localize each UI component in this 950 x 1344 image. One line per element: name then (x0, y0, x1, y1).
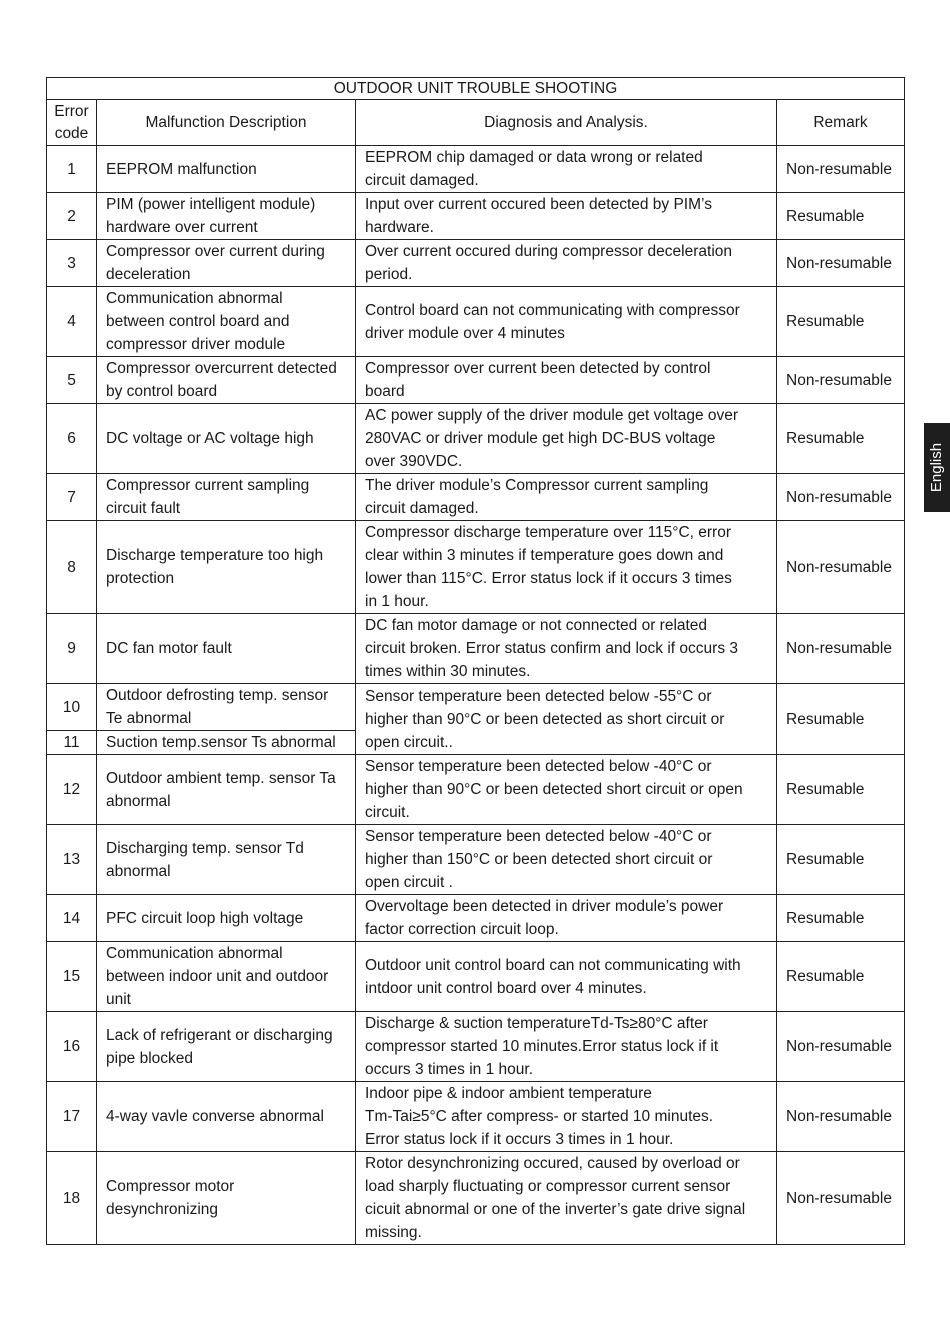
diagnosis-cell-line: Sensor temperature been detected below -40°C or (365, 828, 712, 845)
table-row (47, 825, 905, 895)
diagnosis-cell-line: factor correction circuit loop. (365, 921, 559, 938)
malfunction-description-cell (97, 357, 356, 404)
malfunction-description-cell-line: desynchronizing (106, 1201, 219, 1218)
diagnosis-cell-line: higher than 90°C or been detected short circuit or open (365, 781, 743, 798)
malfunction-description-cell (97, 825, 356, 895)
remark-cell: Non-resumable (777, 521, 905, 614)
diagnosis-cell (356, 614, 777, 684)
diagnosis-cell-line: Rotor desynchronizing occured, caused by overload or (365, 1155, 740, 1172)
malfunction-description-cell-line: compressor driver module (106, 336, 286, 353)
malfunction-description-cell-line: by control board (106, 383, 218, 400)
diagnosis-cell-line: higher than 150°C or been detected short circuit or (365, 851, 713, 868)
table-row (47, 1152, 905, 1245)
header-diagnosis: Diagnosis and Analysis. (356, 100, 777, 146)
error-code-cell: 2 (47, 193, 97, 240)
diagnosis-cell (356, 146, 777, 193)
table-row (47, 146, 905, 193)
remark-cell: Non-resumable (777, 1082, 905, 1152)
malfunction-description-cell-line: Compressor overcurrent detected (106, 360, 337, 377)
diagnosis-cell-line: times within 30 minutes. (365, 663, 531, 680)
malfunction-description-cell (97, 684, 356, 731)
table-row (47, 404, 905, 474)
malfunction-description-cell-line: PIM (power intelligent module) (106, 196, 316, 213)
diagnosis-cell (356, 193, 777, 240)
diagnosis-cell-line: Outdoor unit control board can not communicating with (365, 956, 741, 974)
diagnosis-cell-line: in 1 hour. (365, 593, 429, 610)
remark-cell: Resumable (777, 825, 905, 895)
diagnosis-cell-line: Sensor temperature been detected below -55°C or (365, 687, 712, 705)
malfunction-description-cell-line: hardware over current (106, 219, 258, 236)
diagnosis-cell (356, 287, 777, 357)
error-code-cell: 14 (47, 895, 97, 942)
malfunction-description-cell-line: Compressor current sampling (106, 477, 310, 494)
malfunction-description-cell-line: Compressor motor (106, 1178, 235, 1195)
error-code-cell: 4 (47, 287, 97, 357)
diagnosis-cell-line: 280VAC or driver module get high DC-BUS voltage (365, 430, 716, 447)
diagnosis-cell-line: The driver module’s Compressor current sampling (365, 477, 709, 494)
diagnosis-cell-line: Compressor discharge temperature over 115°C, error (365, 524, 732, 541)
table-row (47, 755, 905, 825)
malfunction-description-cell-line: Discharging temp. sensor Td (106, 839, 304, 857)
malfunction-description-cell-line: PFC circuit loop high voltage (106, 909, 304, 927)
diagnosis-cell (356, 357, 777, 404)
malfunction-description-cell (97, 474, 356, 521)
table-title: OUTDOOR UNIT TROUBLE SHOOTING (47, 78, 905, 100)
malfunction-description-cell-line: DC voltage or AC voltage high (106, 430, 314, 447)
malfunction-description-cell-line: Suction temp.sensor Ts abnormal (106, 734, 336, 751)
diagnosis-cell-line: driver module over 4 minutes (365, 324, 565, 342)
error-code-cell: 6 (47, 404, 97, 474)
malfunction-description-cell (97, 404, 356, 474)
header-error-code: Error code (47, 100, 97, 146)
error-code-cell: 16 (47, 1012, 97, 1082)
malfunction-description-cell (97, 521, 356, 614)
malfunction-description-cell-line: deceleration (106, 266, 191, 283)
diagnosis-cell (356, 895, 777, 942)
diagnosis-cell-line: Discharge & suction temperatureTd-Ts≥80°C after (365, 1015, 708, 1032)
remark-cell: Resumable (777, 895, 905, 942)
malfunction-description-cell-line: circuit fault (106, 500, 181, 517)
diagnosis-cell (356, 240, 777, 287)
malfunction-description-cell-line: between indoor unit and outdoor (106, 968, 329, 985)
diagnosis-cell-line: board (365, 383, 405, 400)
malfunction-description-cell-line: abnormal (106, 862, 171, 880)
diagnosis-cell-line: intdoor unit control board over 4 minutes. (365, 979, 647, 997)
diagnosis-cell-line: load sharply fluctuating or compressor current sensor (365, 1178, 731, 1195)
error-code-cell: 3 (47, 240, 97, 287)
malfunction-description-cell-line: abnormal (106, 792, 171, 810)
diagnosis-cell (356, 1152, 777, 1245)
malfunction-description-cell-line: Outdoor ambient temp. sensor Ta (106, 769, 336, 787)
remark-cell: Resumable (777, 287, 905, 357)
error-code-cell: 9 (47, 614, 97, 684)
table-row (47, 240, 905, 287)
diagnosis-cell (356, 521, 777, 614)
remark-cell: Non-resumable (777, 1152, 905, 1245)
diagnosis-cell (356, 1012, 777, 1082)
diagnosis-cell-line: missing. (365, 1224, 422, 1241)
malfunction-description-cell (97, 614, 356, 684)
malfunction-description-cell (97, 942, 356, 1012)
error-code-cell: 1 (47, 146, 97, 193)
malfunction-description-cell-line: DC fan motor fault (106, 640, 232, 657)
diagnosis-cell-line: Error status lock if it occurs 3 times in 1 hour. (365, 1131, 674, 1148)
diagnosis-cell-line: Tm-Tai≥5°C after compress- or started 10 minutes. (365, 1108, 714, 1125)
diagnosis-cell-line: period. (365, 266, 413, 283)
malfunction-description-cell-line: Te abnormal (106, 710, 192, 727)
diagnosis-cell-line: compressor started 10 minutes.Error status lock if it (365, 1038, 719, 1055)
diagnosis-cell (356, 684, 777, 755)
remark-cell: Resumable (777, 684, 905, 755)
header-remark: Remark (777, 100, 905, 146)
table-row (47, 357, 905, 404)
table-body (47, 146, 905, 1245)
diagnosis-cell-line: AC power supply of the driver module get voltage over (365, 407, 739, 424)
table-row (47, 287, 905, 357)
diagnosis-cell-line: Control board can not communicating with compressor (365, 301, 740, 319)
diagnosis-cell-line: occurs 3 times in 1 hour. (365, 1061, 533, 1078)
table-row (47, 521, 905, 614)
remark-cell: Non-resumable (777, 240, 905, 287)
remark-cell: Non-resumable (777, 474, 905, 521)
language-tab-label: English (928, 442, 946, 493)
diagnosis-cell-line: open circuit.. (365, 733, 453, 751)
header-malfunction-description: Malfunction Description (97, 100, 356, 146)
table-row (47, 942, 905, 1012)
diagnosis-cell-line: Overvoltage been detected in driver module’s power (365, 898, 724, 915)
diagnosis-cell-line: hardware. (365, 219, 434, 236)
diagnosis-cell-line: clear within 3 minutes if temperature goes down and (365, 547, 724, 564)
diagnosis-cell-line: cicuit abnormal or one of the inverter’s gate drive signal (365, 1201, 746, 1218)
language-tab (924, 423, 950, 512)
table-row (47, 614, 905, 684)
remark-cell: Resumable (777, 755, 905, 825)
error-code-cell: 10 (47, 684, 97, 731)
remark-cell: Non-resumable (777, 614, 905, 684)
diagnosis-cell-line: Indoor pipe & indoor ambient temperature (365, 1085, 652, 1102)
malfunction-description-cell-line: protection (106, 570, 175, 587)
error-code-cell: 15 (47, 942, 97, 1012)
malfunction-description-cell-line: Communication abnormal (106, 290, 283, 307)
malfunction-description-cell (97, 1152, 356, 1245)
table-row (47, 474, 905, 521)
diagnosis-cell-line: Compressor over current been detected by control (365, 360, 711, 377)
remark-cell: Non-resumable (777, 146, 905, 193)
malfunction-description-cell (97, 1012, 356, 1082)
diagnosis-cell-line: circuit damaged. (365, 172, 479, 189)
malfunction-description-cell (97, 146, 356, 193)
malfunction-description-cell (97, 287, 356, 357)
error-code-cell: 11 (47, 731, 97, 755)
diagnosis-cell (356, 755, 777, 825)
malfunction-description-cell (97, 731, 356, 755)
malfunction-description-cell (97, 755, 356, 825)
malfunction-description-cell-line: Discharge temperature too high (106, 547, 324, 564)
diagnosis-cell-line: Sensor temperature been detected below -40°C or (365, 758, 712, 775)
diagnosis-cell-line: DC fan motor damage or not connected or related (365, 617, 708, 634)
diagnosis-cell (356, 942, 777, 1012)
malfunction-description-cell-line: EEPROM malfunction (106, 160, 257, 178)
table-row (47, 1012, 905, 1082)
error-code-cell: 13 (47, 825, 97, 895)
table-row (47, 193, 905, 240)
diagnosis-cell-line: Over current occured during compressor deceleration (365, 243, 733, 260)
diagnosis-cell (356, 474, 777, 521)
malfunction-description-cell (97, 193, 356, 240)
table-row (47, 1082, 905, 1152)
diagnosis-cell-line: lower than 115°C. Error status lock if it occurs 3 times (365, 570, 732, 587)
malfunction-description-cell-line: unit (106, 991, 131, 1008)
table-row (47, 684, 905, 731)
remark-cell: Non-resumable (777, 357, 905, 404)
malfunction-description-cell-line: between control board and (106, 313, 290, 330)
error-code-cell: 8 (47, 521, 97, 614)
remark-cell: Resumable (777, 193, 905, 240)
error-code-cell: 17 (47, 1082, 97, 1152)
diagnosis-cell (356, 1082, 777, 1152)
malfunction-description-cell-line: Compressor over current during (106, 243, 325, 260)
diagnosis-cell-line: Input over current occured been detected by PIM’s (365, 196, 712, 213)
error-code-cell: 7 (47, 474, 97, 521)
malfunction-description-cell-line: Outdoor defrosting temp. sensor (106, 687, 329, 704)
error-code-cell: 18 (47, 1152, 97, 1245)
diagnosis-cell-line: open circuit . (365, 874, 453, 891)
remark-cell: Non-resumable (777, 1012, 905, 1082)
diagnosis-cell-line: circuit damaged. (365, 500, 479, 517)
diagnosis-cell-line: EEPROM chip damaged or data wrong or related (365, 149, 703, 166)
table-row (47, 895, 905, 942)
diagnosis-cell (356, 404, 777, 474)
malfunction-description-cell-line: 4-way vavle converse abnormal (106, 1108, 324, 1125)
malfunction-description-cell-line: Communication abnormal (106, 945, 283, 962)
error-code-cell: 5 (47, 357, 97, 404)
malfunction-description-cell-line: Lack of refrigerant or discharging (106, 1026, 333, 1044)
error-code-cell: 12 (47, 755, 97, 825)
diagnosis-cell (356, 825, 777, 895)
malfunction-description-cell-line: pipe blocked (106, 1049, 194, 1067)
remark-cell: Resumable (777, 942, 905, 1012)
remark-cell: Resumable (777, 404, 905, 474)
malfunction-description-cell (97, 1082, 356, 1152)
malfunction-description-cell (97, 240, 356, 287)
diagnosis-cell-line: over 390VDC. (365, 453, 463, 470)
diagnosis-cell-line: higher than 90°C or been detected as short circuit or (365, 710, 725, 728)
diagnosis-cell-line: circuit broken. Error status confirm and lock if occurs 3 (365, 640, 738, 657)
trouble-shooting-table (46, 77, 905, 1245)
diagnosis-cell-line: circuit. (365, 804, 410, 821)
malfunction-description-cell (97, 895, 356, 942)
